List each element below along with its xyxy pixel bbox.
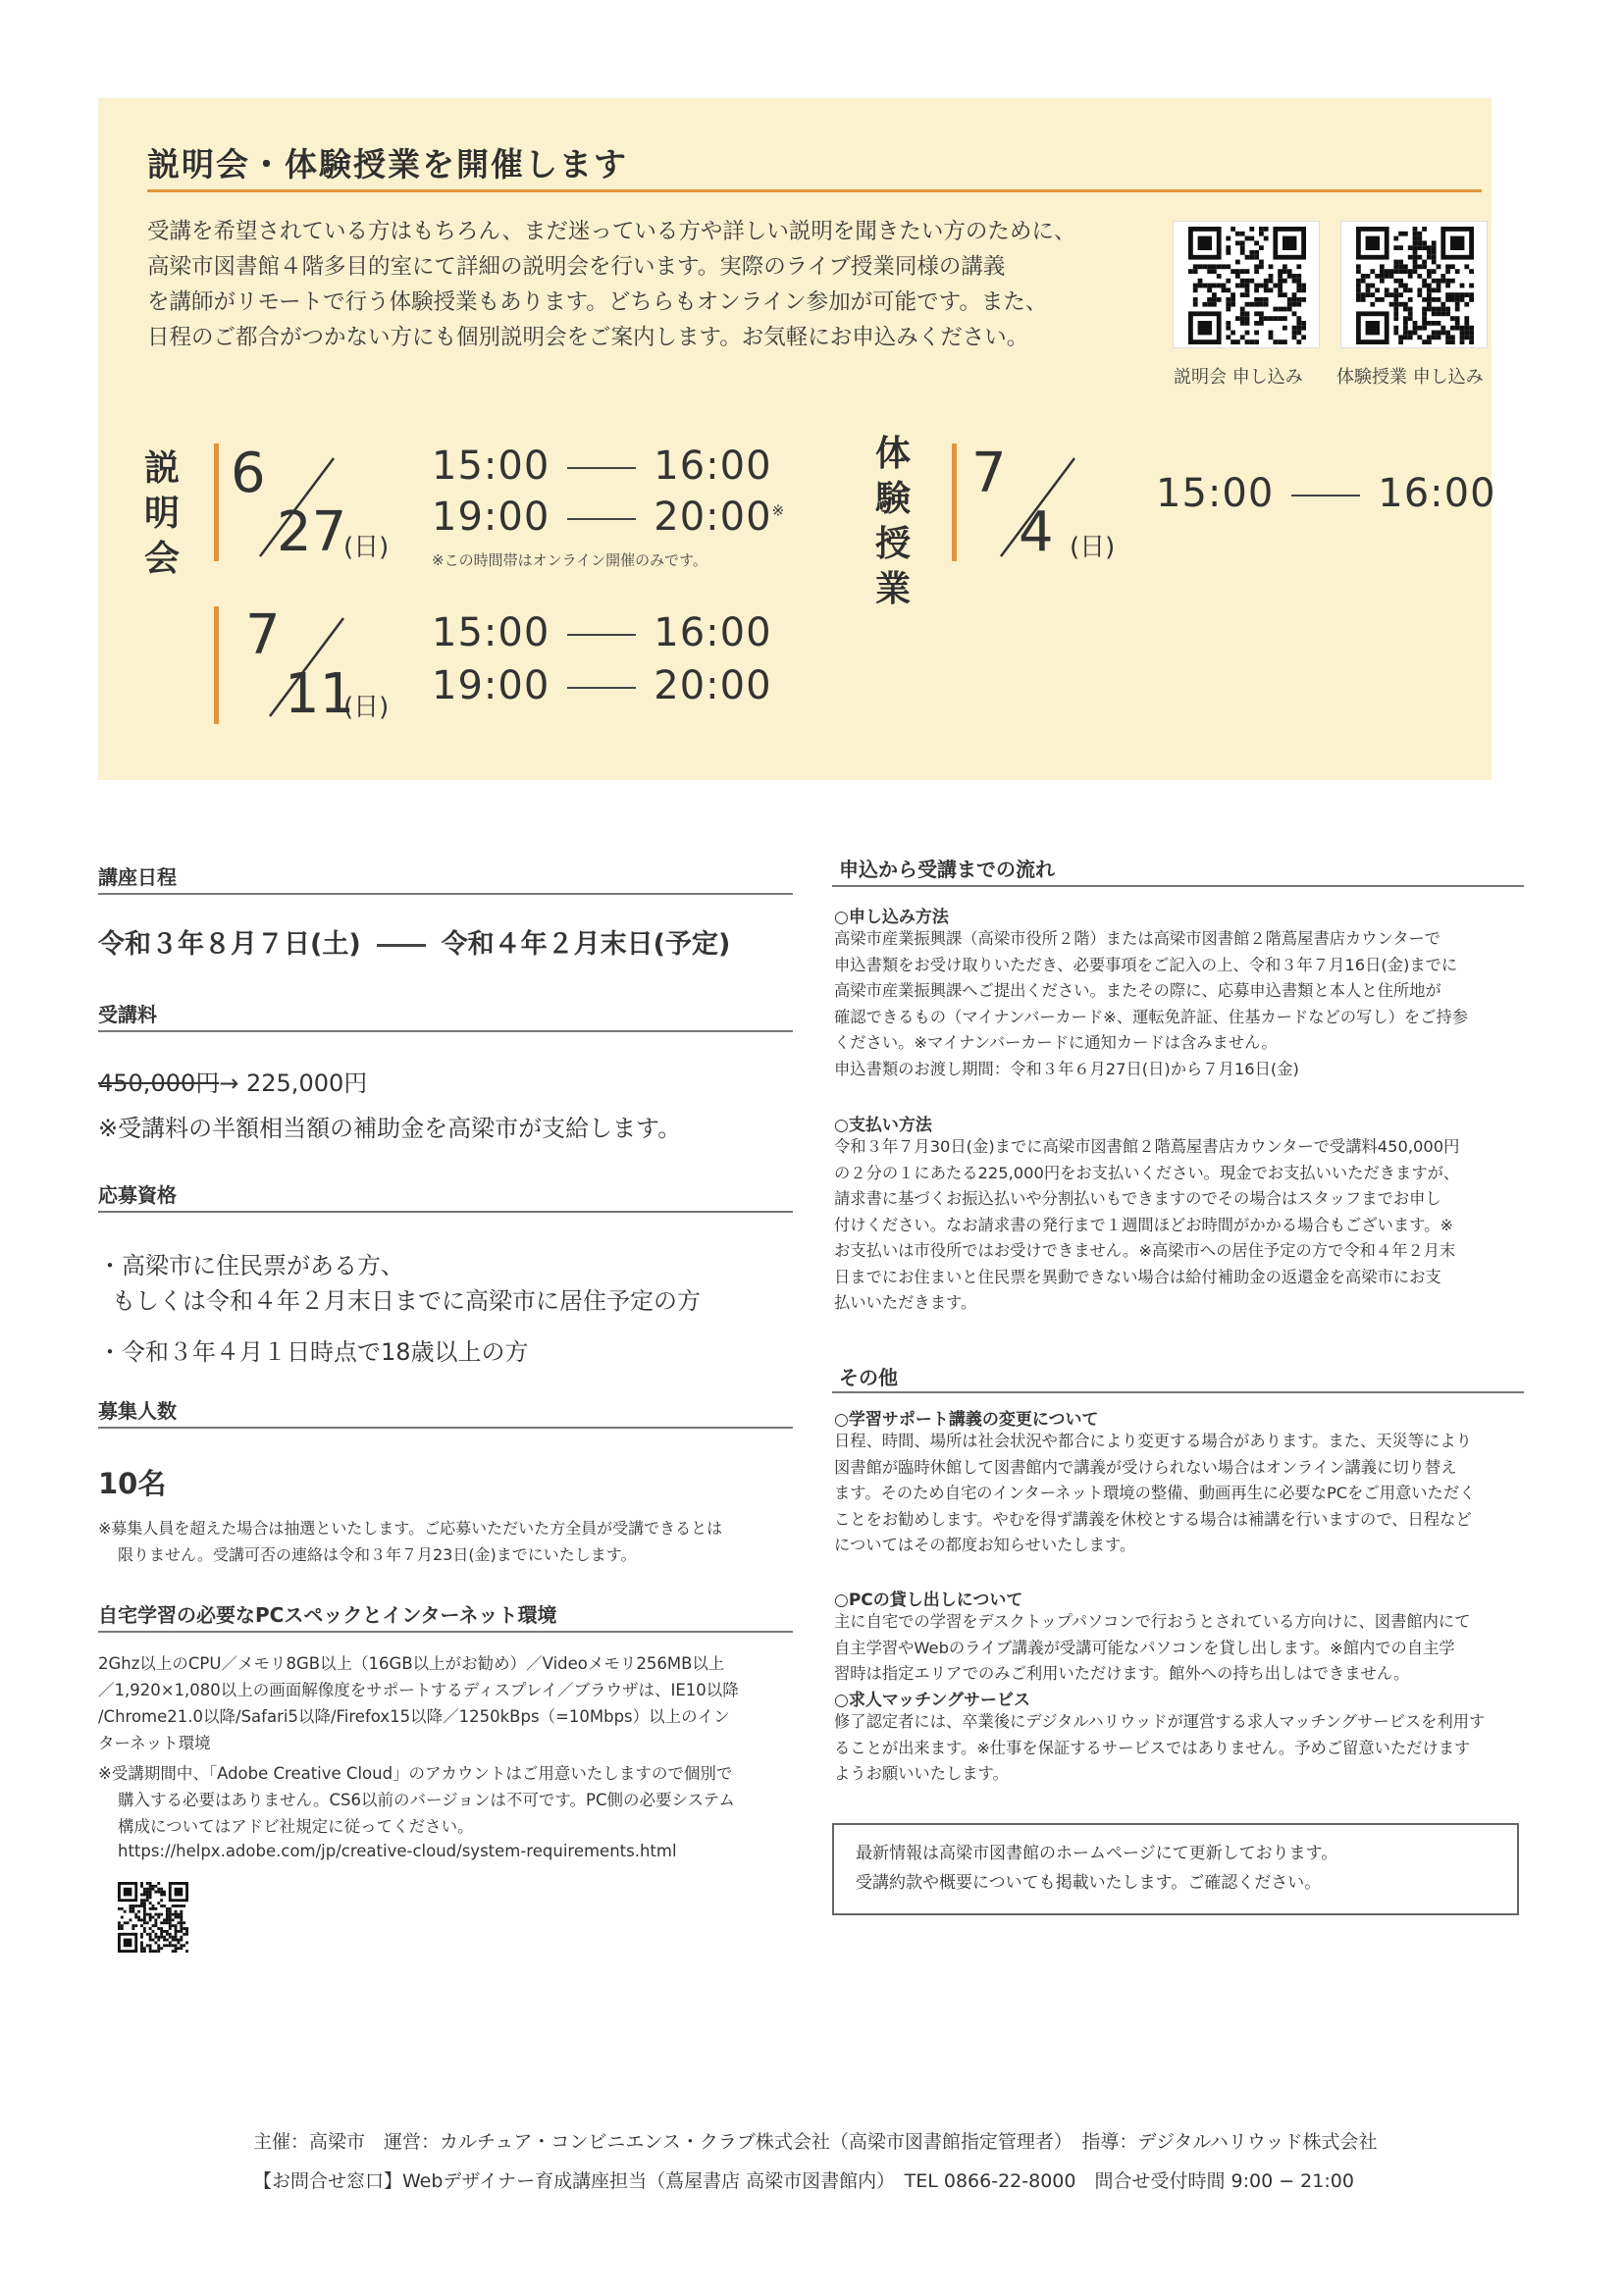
section-divider (98, 1030, 793, 1032)
section-divider (98, 1631, 793, 1633)
fee-price: 450,000円→ 225,000円 (98, 1070, 368, 1097)
intro-line: 日程のご都合がつかない方にも個別説明会をご案内します。お気軽にお申込みください。 (147, 325, 1029, 350)
apply-method-heading: ○申し込み方法 (834, 908, 949, 927)
date-weekday: (日) (1070, 533, 1116, 562)
capacity-heading: 募集人数 (98, 1399, 177, 1423)
eligibility-item: ・高梁市に住民票がある方、 (98, 1252, 404, 1279)
job-matching-text: 修了認定者には、卒業後にデジタルハリウッドが運営する求人マッチングサービスを利用す ることが出来ます。※仕事を保証するサービスではありません。予めご留意いただけます ようお願いいたします。 (834, 1712, 1486, 1783)
payment-method-heading: ○支払い方法 (834, 1116, 932, 1135)
requirements-qr-code[interactable] (118, 1882, 188, 1953)
apply-method-text: 高梁市産業振興課（高梁市役所２階）または高梁市図書館２階蔦屋書店カウンターで 申込書類をお受け取りいただき、必要事項をご記入の上、令和３年７月16日(金)までに 高梁市産業振興課へご提出ください。またその際に、応募申込書類と本人と住所地が 確認できるもの（マイナンバーカード※、運転免許証、住基カードなどの写し）をご持参 ください。※マイナンバーカードに通知カードは含みません。 申込書類のお渡し期間：令和３年６月27日(日)から７月16日(金) (834, 929, 1469, 1078)
event-intro (147, 214, 1187, 355)
pc-spec-text: 2Ghz以上のCPU／メモリ8GB以上（16GB以上がお勧め）／Videoメモリ256MB以上 ／1,920×1,080以上の画面解像度をサポートするディスプレイ／ブラウザは、IE10以降 /Chrome21.0以降/Safari5以降/Firefox15以降／1250kBps（=10Mbps）以上のイン ターネット環境 (98, 1654, 739, 1752)
capacity-value: 10名 (98, 1467, 167, 1500)
pc-spec-heading: 自宅学習の必要なPCスペックとインターネット環境 (98, 1603, 557, 1627)
latest-info-text: 最新情報は高梁市図書館のホームページにて更新しております。 受講約款や概要についても掲載いたします。ご確認ください。 (856, 1844, 1338, 1893)
date-weekday: (日) (343, 693, 390, 722)
contact-line: 【お問合せ窓口】Webデザイナー育成講座担当（蔦屋書店 高梁市図書館内） TEL 0866-22-8000 問合せ受付時間 9:00 − 21:00 (253, 2170, 1354, 2192)
date-day: 4 (1019, 500, 1054, 564)
capacity-note: ※募集人員を超えた場合は抽選といたします。ご応募いただいた方全員が受講できるとは (98, 1519, 723, 1538)
date-day: 27 (277, 500, 347, 564)
qr-code-icon (118, 1882, 188, 1953)
eligibility-heading: 応募資格 (98, 1183, 177, 1207)
date-accent-bar (214, 444, 219, 561)
support-change-text: 日程、時間、場所は社会状況や都合により変更する場合があります。また、天災等により 図書館が臨時休館して図書館内で講義が受けられない場合はオンライン講義に切り替え ます。そのため自宅のインターネット環境の整備、動画再生に必要なPCをご用意いただく ことをお勧めします。やむを得ず講義を休校とする場合は補講を行いますので、日程など についてはその都度お知らせいたします。 (834, 1432, 1476, 1554)
intro-line: を講師がリモートで行う体験授業もあります。どちらもオンライン参加が可能です。また、 (147, 289, 1048, 315)
setsumeikai-qr-code[interactable] (1173, 221, 1320, 348)
fee-subsidy-note: ※受講料の半額相当額の補助金を高梁市が支給します。 (98, 1115, 682, 1142)
section-divider (98, 1211, 793, 1213)
schedule-heading: 講座日程 (98, 865, 177, 889)
intro-line: 受講を希望されている方はもちろん、まだ迷っている方や詳しい説明を聞きたい方のために、 (147, 219, 1076, 244)
pc-lending-heading: ○PCの貸し出しについて (834, 1591, 1023, 1610)
section-divider (98, 1427, 793, 1429)
taiken-label: 体 験 授 業 (874, 434, 911, 609)
section-divider (832, 1391, 1524, 1393)
other-heading: その他 (839, 1366, 898, 1389)
eligibility-item: ・令和３年４月１日時点で18歳以上の方 (98, 1338, 529, 1366)
time-slot: 19:00 20:00 (432, 663, 772, 708)
qr-code-icon (1188, 227, 1306, 344)
adobe-note: ※受講期間中、「Adobe Creative Cloud」のアカウントはご用意いたしますので個別で 購入する必要はありません。CS6以前のバージョンは不可です。PC側の必要システム 構成についてはアドビ社規定に従ってください。 (98, 1764, 735, 1836)
job-matching-heading: ○求人マッチングサービス (834, 1691, 1030, 1710)
date-accent-bar (952, 444, 957, 561)
date-weekday: (日) (343, 533, 390, 562)
date-accent-bar (214, 606, 219, 724)
online-only-note: ※この時間帯はオンライン開催のみです。 (432, 551, 707, 569)
setsumeikai-qr-caption: 説明会 申し込み (1174, 367, 1303, 388)
section-divider (98, 893, 793, 895)
fee-heading: 受講料 (98, 1003, 157, 1026)
taiken-qr-code[interactable] (1340, 221, 1488, 348)
latest-info-box (832, 1823, 1519, 1915)
schedule-range: 令和３年８月７日(土) 令和４年２月末日(予定) (98, 929, 731, 960)
setsumeikai-label: 説 明 会 (143, 448, 180, 579)
intro-line: 高梁市図書館４階多目的室にて詳細の説明会を行います。実際のライブ授業同様の講義 (147, 254, 1006, 280)
date-day: 11 (285, 662, 355, 726)
adobe-requirements-link[interactable]: https://helpx.adobe.com/jp/creative-cloud/system-requirements.html (118, 1842, 677, 1860)
time-slot: 19:00 20:00※ (432, 495, 786, 540)
time-slot: 15:00 16:00 (432, 444, 772, 489)
qr-code-icon (1356, 227, 1474, 344)
date-month: 7 (245, 603, 281, 667)
taiken-qr-caption: 体験授業 申し込み (1336, 367, 1484, 388)
time-slot: 15:00 16:00 (432, 610, 772, 655)
time-slot: 15:00 16:00 (1156, 471, 1496, 516)
capacity-note: 限りません。受講可否の連絡は令和３年７月23日(金)までにいたします。 (118, 1545, 637, 1564)
event-panel (98, 98, 1496, 780)
event-title: 説明会・体験授業を開催します (147, 145, 628, 183)
organizer-line: 主催：高梁市 運営：カルチュア・コンビニエンス・クラブ株式会社（高梁市図書館指定管理者） 指導：デジタルハリウッド株式会社 (253, 2131, 1378, 2153)
flow-heading: 申込から受講までの流れ (839, 858, 1055, 881)
date-month: 6 (231, 442, 266, 505)
payment-method-text: 令和３年７月30日(金)までに高梁市図書館２階蔦屋書店カウンターで受講料450,000円 の２分の１にあたる225,000円をお支払いください。現金でお支払いいただきますが、 請求書に基づくお振込払いや分割払いもできますのでその場合はスタッフまでお申し 付けください。なお請求書の発行まで１週間ほどお時間がかかる場合もございます。※ お支払いは市役所ではお受けできません。※高梁市への居住予定の方で令和４年２月末 日までにお住まいと住民票を異動できない場合は給付補助金の返還金を高梁市にお支 払いいただきます。 (834, 1137, 1460, 1312)
title-divider (147, 189, 1482, 192)
support-change-heading: ○学習サポート講義の変更について (834, 1410, 1099, 1430)
date-month: 7 (971, 442, 1007, 505)
section-divider (832, 885, 1524, 887)
pc-lending-text: 主に自宅での学習をデスクトップパソコンで行おうとされている方向けに、図書館内にて 自主学習やWebのライブ講義が受講可能なパソコンを貸し出します。※館内での自主学 習時は指定エリアでのみご利用いただけます。館外への持ち出しはできません。 (834, 1612, 1471, 1683)
eligibility-item: もしくは令和４年２月末日までに高梁市に居住予定の方 (112, 1287, 701, 1315)
